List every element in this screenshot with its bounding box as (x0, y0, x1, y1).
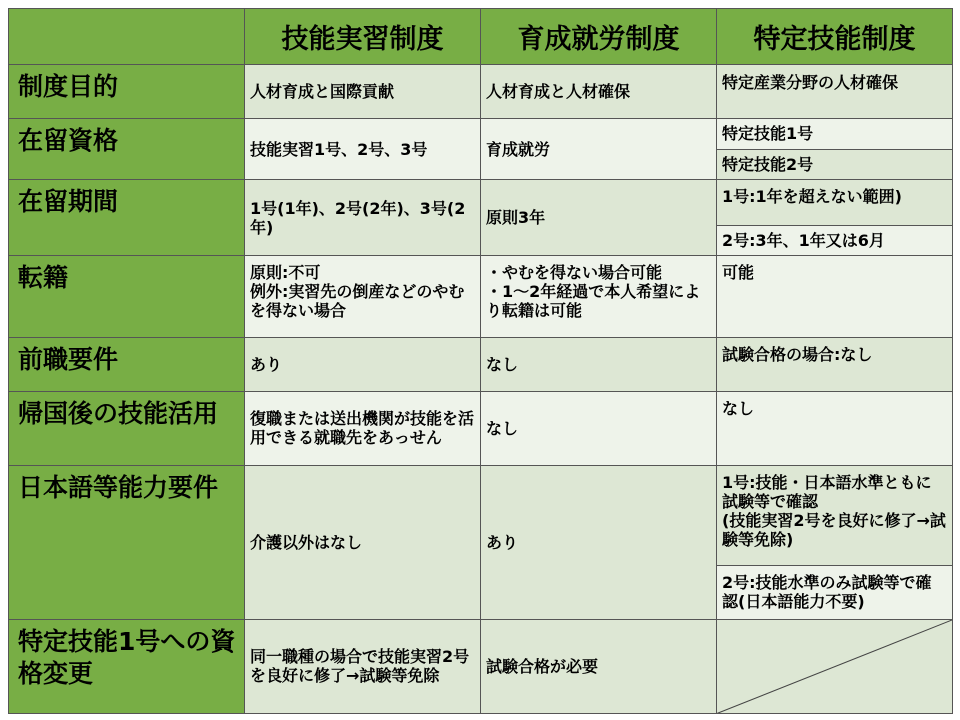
row-label-return-use: 帰国後の技能活用 (9, 391, 245, 465)
row-label-status: 在留資格 (9, 118, 245, 180)
cell-purpose-col2: 人材育成と人材確保 (481, 65, 717, 118)
cell-period-col3b: 2号:3年、1年又は6月 (717, 225, 953, 256)
cell-prior-job-col3: 試験合格の場合:なし (717, 338, 953, 391)
cell-prior-job-col1: あり (245, 338, 481, 391)
cell-period-col1: 1号(1年)、2号(2年)、3号(2年) (245, 180, 481, 256)
row-label-prior-job: 前職要件 (9, 338, 245, 391)
cell-status-col1: 技能実習1号、2号、3号 (245, 118, 481, 180)
cell-japanese-col3a (717, 465, 953, 566)
row-label-period: 在留期間 (9, 180, 245, 256)
cell-japanese-col3b: 2号:技能水準のみ試験等で確認(日本語能力不要) (717, 566, 953, 619)
transfer-col2-line1: ・やむを得ない場合可能 (486, 263, 663, 283)
row-label-purpose: 制度目的 (9, 65, 245, 118)
cell-transfer-col1 (245, 256, 481, 338)
row-label-transfer: 転籍 (9, 256, 245, 338)
cell-japanese-col1: 介護以外はなし (245, 465, 481, 619)
row-change (9, 619, 953, 713)
japanese-col3a-line2: (技能実習2号を良好に修了→試験等免除) (722, 510, 946, 549)
row-purpose (9, 65, 953, 118)
cell-change-col1: 同一職種の場合で技能実習2号を良好に修了→試験等免除 (245, 619, 481, 713)
cell-change-col3-not-applicable (717, 619, 953, 713)
japanese-col3a-line1: 1号:技能・日本語水準ともに試験等で確認 (722, 472, 932, 511)
cell-change-col2: 試験合格が必要 (481, 619, 717, 713)
cell-transfer-col2 (481, 256, 717, 338)
cell-return-use-col1: 復職または送出機関が技能を活用できる就職先をあっせん (245, 391, 481, 465)
row-return-use (9, 391, 953, 465)
cell-period-col2: 原則3年 (481, 180, 717, 256)
row-label-change: 特定技能1号への資格変更 (9, 619, 245, 713)
header-employment-training: 育成就労制度 (481, 9, 717, 65)
cell-japanese-col2: あり (481, 465, 717, 619)
cell-status-col3a: 特定技能1号 (717, 118, 953, 149)
transfer-col2-line2: ・1～2年経過で本人希望により転籍は可能 (486, 282, 701, 321)
row-status-a (9, 118, 953, 149)
header-row (9, 9, 953, 65)
cell-status-col2: 育成就労 (481, 118, 717, 180)
diagonal-slash (717, 620, 952, 713)
cell-status-col3b: 特定技能2号 (717, 149, 953, 180)
cell-transfer-col3: 可能 (717, 256, 953, 338)
comparison-table (8, 8, 953, 714)
transfer-col1-line1: 原則:不可 (250, 263, 321, 283)
cell-purpose-col1: 人材育成と国際貢献 (245, 65, 481, 118)
cell-return-use-col2: なし (481, 391, 717, 465)
header-corner (9, 9, 245, 65)
cell-prior-job-col2: なし (481, 338, 717, 391)
row-prior-job (9, 338, 953, 391)
cell-purpose-col3: 特定産業分野の人材確保 (717, 65, 953, 118)
row-label-japanese: 日本語等能力要件 (9, 465, 245, 619)
cell-period-col3a: 1号:1年を超えない範囲) (717, 180, 953, 225)
row-transfer (9, 256, 953, 338)
transfer-col1-line2: 例外:実習先の倒産などのやむを得ない場合 (250, 282, 465, 321)
row-japanese-a (9, 465, 953, 566)
row-period-a (9, 180, 953, 225)
cell-return-use-col3: なし (717, 391, 953, 465)
header-specified-skilled: 特定技能制度 (717, 9, 953, 65)
header-technical-intern: 技能実習制度 (245, 9, 481, 65)
